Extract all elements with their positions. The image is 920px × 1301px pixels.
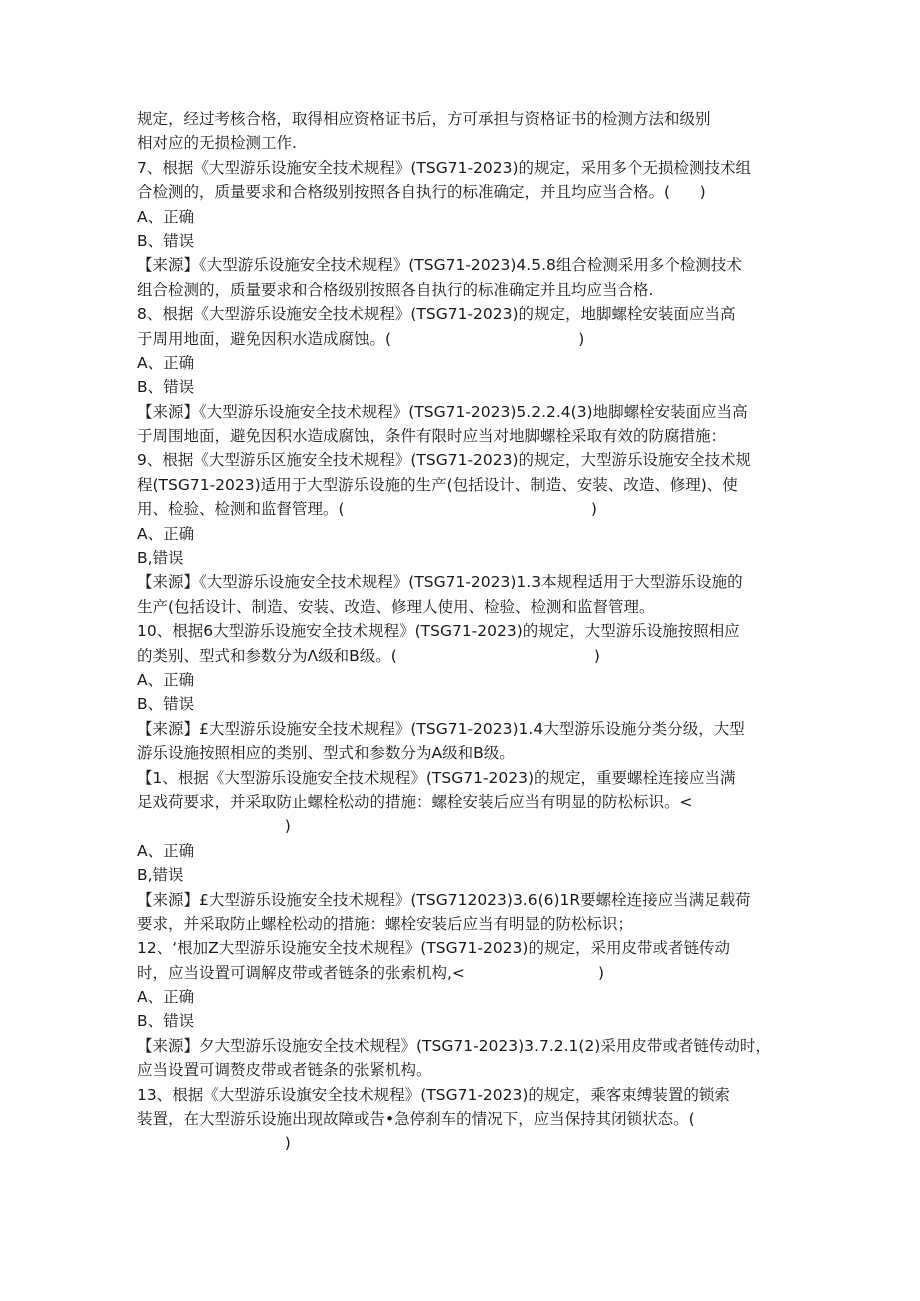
text-line: B、错误 [137, 231, 195, 250]
text-line: 【来源】《大型游乐设施安全技术规程》(TSG71-2023)4.5.8组合检测采用多个检测技术 [137, 256, 742, 275]
text-line: A、正确 [137, 353, 195, 372]
text-line: 8、根据《大型游乐设施安全技术规程》(TSG71-2023)的规定，地脚螺栓安装面应当高 [137, 305, 736, 324]
text-line: 9、根据《大型游乐区施安全技术规程》(TSG71-2023)的规定，大型游乐设施安全技术规 [137, 451, 752, 470]
text-line: B,错误 [137, 549, 184, 568]
text-line: 要求，并采取防止螺栓松动的措施：螺栓安装后应当有明显的防松标识； [137, 914, 634, 933]
text-line: 于周用地面，避免因积水造成腐蚀。( ) [137, 329, 585, 348]
text-line: 规定，经过考核合格，取得相应资格证书后，方可承担与资格证书的检测方法和级别 [137, 110, 711, 128]
text-line: 于周围地面，避免因积水造成腐蚀，条件有限时应当对地脚螺栓采取有效的防腐措施： [137, 427, 727, 446]
text-line: 应当设置可调赘皮带或者链条的张紧机构。 [137, 1061, 432, 1080]
text-line: 游乐设施按照相应的类别、型式和参数分为A级和B级。 [137, 744, 515, 763]
text-line: 【1、根据《大型游乐设施安全技术规程》(TSG71-2023)的规定，重要螺栓连接应当满 [137, 768, 736, 787]
text-line: 12、‘根加Z大型游乐设施安全技术规程》(TSG71-2023)的规定，采用皮带或者链传动 [137, 939, 730, 958]
text-line: 合检测的，质量要求和合格级别按照各自执行的标准确定，并且均应当合格。( ) [137, 183, 706, 202]
text-line: 7、根据《大型游乐设施安全技术规程》(TSG71-2023)的规定，采用多个无损检测技术组 [137, 158, 752, 177]
text-line: 13、根据《大型游乐设旗安全技术规程》(TSG71-2023)的规定，乘客束缚装置的锁索 [137, 1085, 730, 1104]
text-line: 组合检测的，质量要求和合格级别按照各自执行的标准确定并且均应当合格. [137, 280, 654, 299]
text-line: B,错误 [137, 866, 184, 885]
text-line: 生产(包括设计、制造、安装、改造、修理人使用、检验、检测和监督管理。 [137, 597, 655, 616]
text-line: A、正确 [137, 524, 195, 543]
text-line: 的类别、型式和参数分为Λ级和B级。( ) [137, 646, 600, 665]
text-line: 足戏荷要求，并采取防止螺栓松动的措施：螺栓安装后应当有明显的防松标识。< [137, 792, 693, 811]
text-line: ) [137, 1134, 291, 1153]
text-line: 相对应的无损检测工作. [137, 134, 297, 153]
text-line: B、错误 [137, 378, 195, 397]
text-line: ) [137, 817, 291, 836]
text-line: A、正确 [137, 841, 195, 860]
text-line: 时，应当设置可调解皮带或者链条的张索机构,< ) [137, 963, 604, 982]
text-line: 10、根据6大型游乐设施安全技术规程》(TSG71-2023)的规定，大型游乐设施按照相应 [137, 622, 740, 641]
text-line: 用、检验、检测和监督管理。( ) [137, 500, 597, 519]
text-line: A、正确 [137, 207, 195, 226]
text-line: 【来源】£大型游乐设施安全技术规程》(TSG712023)3.6(6)1R要螺栓连接应当满足载荷 [137, 890, 751, 909]
text-line: 程(TSG71-2023)适用于大型游乐设施的生产(包括设计、制造、安装、改造、修理)、使 [137, 475, 738, 494]
text-line: A、正确 [137, 988, 195, 1007]
document-body [137, 107, 797, 1156]
text-line: B、错误 [137, 695, 195, 714]
text-line: 【来源】£大型游乐设施安全技术规程》(TSG71-2023)1.4大型游乐设施分类分级，大型 [137, 719, 745, 738]
text-line: 【来源】夕大型游乐设施安全技术规程》(TSG71-2023)3.7.2.1(2)采用皮带或者链传动时， [137, 1036, 771, 1055]
text-line: A、正确 [137, 670, 195, 689]
text-line: 【来源】《大型游乐设施安全技术规程》(TSG71-2023)1.3本规程适用于大型游乐设施的 [137, 573, 743, 592]
text-line: 【来源】《大型游乐设施安全技术规程》(TSG71-2023)5.2.2.4(3)地脚螺栓安装面应当高 [137, 402, 748, 421]
text-line: 装置，在大型游乐设施出现故障或告•急停刹车的情况下，应当保持其闭锁状态。( [137, 1110, 695, 1129]
text-line: B、错误 [137, 1012, 195, 1031]
